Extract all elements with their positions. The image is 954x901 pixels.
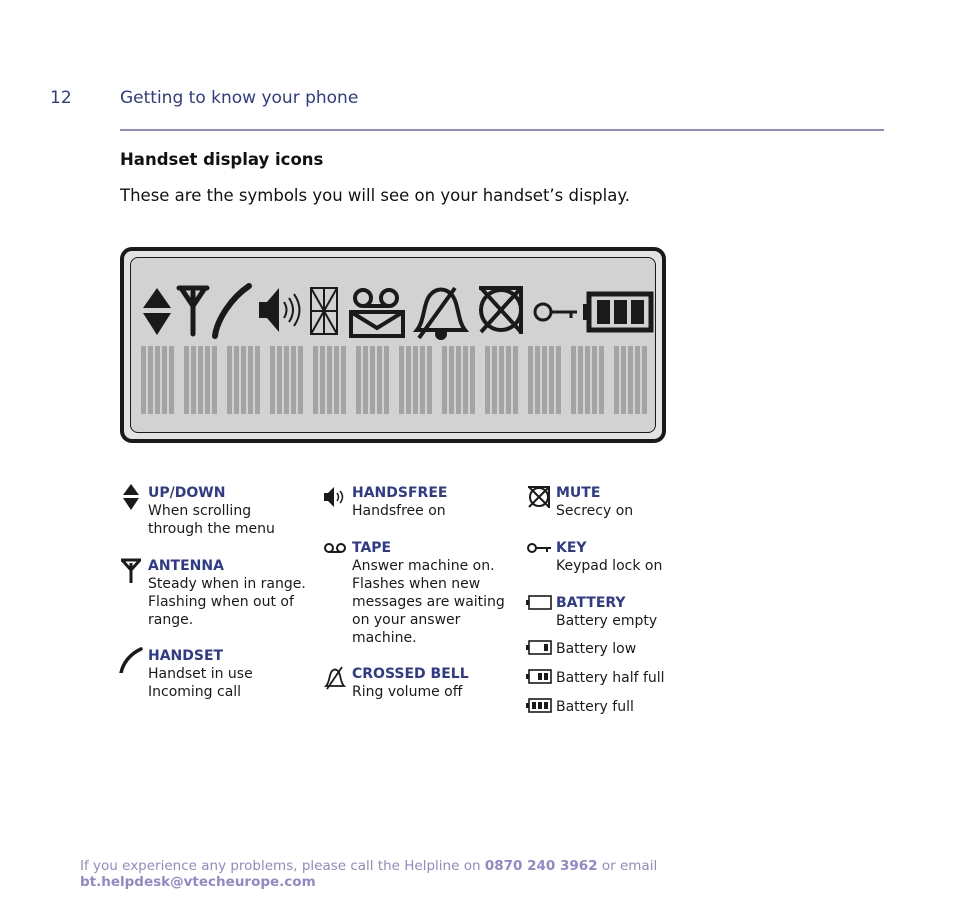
legend-handset (148, 647, 308, 701)
mute-icon (479, 288, 523, 334)
legend-desc: Answer machine on. Flashes when new messages are waiting on your answer machine. (352, 558, 505, 646)
speaker-icon (259, 288, 300, 332)
legend-handsfree (352, 484, 512, 520)
char-cell (399, 346, 433, 414)
legend-title: TAPE (352, 540, 392, 556)
char-cell (485, 346, 519, 414)
legend-title: BATTERY (556, 595, 626, 611)
key-icon (526, 539, 552, 565)
legend-desc: Battery empty (556, 613, 658, 629)
bell-icon (417, 288, 465, 338)
mute-icon (526, 484, 552, 510)
char-cell (313, 346, 347, 414)
handset-icon (118, 647, 144, 673)
char-cell (571, 346, 605, 414)
legend-title: HANDSET (148, 648, 224, 664)
intro-text: These are the symbols you will see on your handset’s display. (120, 186, 630, 205)
legend-crossed-bell (352, 665, 512, 701)
legend-battery-full (556, 698, 716, 716)
battery-full-icon (526, 698, 552, 724)
updown-icon (143, 288, 171, 335)
char-cell (141, 346, 175, 414)
battery-half-icon (526, 669, 552, 695)
footer-helpline (80, 858, 874, 890)
helpdesk-email[interactable]: bt.helpdesk@vtecheurope.com (80, 874, 316, 890)
legend-battery-half (556, 669, 716, 687)
footer-or: or email (601, 858, 658, 874)
legend-desc: Battery full (556, 699, 634, 715)
display-icon-row (131, 258, 655, 348)
battery-empty-icon (526, 594, 552, 620)
legend-tape (352, 539, 512, 647)
legend-desc: Secrecy on (556, 503, 634, 519)
legend-desc: Ring volume off (352, 684, 463, 700)
char-cell (227, 346, 261, 414)
display-screen (130, 257, 656, 433)
crossed-bell-icon (322, 665, 348, 691)
battery-low-icon (526, 640, 552, 666)
antenna-icon (179, 288, 207, 334)
speaker-icon (322, 484, 348, 510)
legend-desc: Steady when in range. Flashing when out of range. (148, 576, 306, 628)
character-cells (141, 346, 653, 416)
helpline-number[interactable]: 0870 240 3962 (484, 858, 598, 874)
char-cell (356, 346, 390, 414)
tape-envelope-icon (351, 290, 403, 336)
header-divider (120, 129, 884, 131)
legend-mute (556, 484, 716, 520)
handset-display (120, 247, 666, 443)
legend-title: ANTENNA (148, 558, 224, 574)
handset-icon (215, 286, 249, 336)
legend-desc: When scrolling through the menu (148, 503, 275, 537)
battery-icon (583, 294, 651, 330)
legend-desc: Battery half full (556, 670, 665, 686)
legend-updown (148, 484, 308, 538)
updown-icon (118, 484, 144, 510)
legend-battery-low (556, 640, 716, 658)
char-cell (528, 346, 562, 414)
char-cell (614, 346, 648, 414)
legend-title: UP/DOWN (148, 485, 226, 501)
key-icon (535, 304, 577, 320)
tape-icon (322, 539, 348, 565)
legend-title: CROSSED BELL (352, 666, 469, 682)
antenna-icon (118, 557, 144, 583)
section-title: Getting to know your phone (120, 88, 359, 108)
page-heading: Handset display icons (120, 150, 324, 169)
segment-digit-icon (311, 288, 337, 334)
legend-title: MUTE (556, 485, 601, 501)
footer-text: If you experience any problems, please call the Helpline on (80, 858, 481, 874)
legend-desc: Handset in use Incoming call (148, 666, 253, 700)
char-cell (184, 346, 218, 414)
legend-battery (556, 594, 716, 630)
legend-title: KEY (556, 540, 587, 556)
char-cell (442, 346, 476, 414)
char-cell (270, 346, 304, 414)
legend-desc: Keypad lock on (556, 558, 663, 574)
legend-desc: Battery low (556, 641, 637, 657)
legend-desc: Handsfree on (352, 503, 446, 519)
legend-title: HANDSFREE (352, 485, 448, 501)
legend-key (556, 539, 716, 575)
page-number: 12 (50, 88, 72, 108)
legend-antenna (148, 557, 308, 629)
